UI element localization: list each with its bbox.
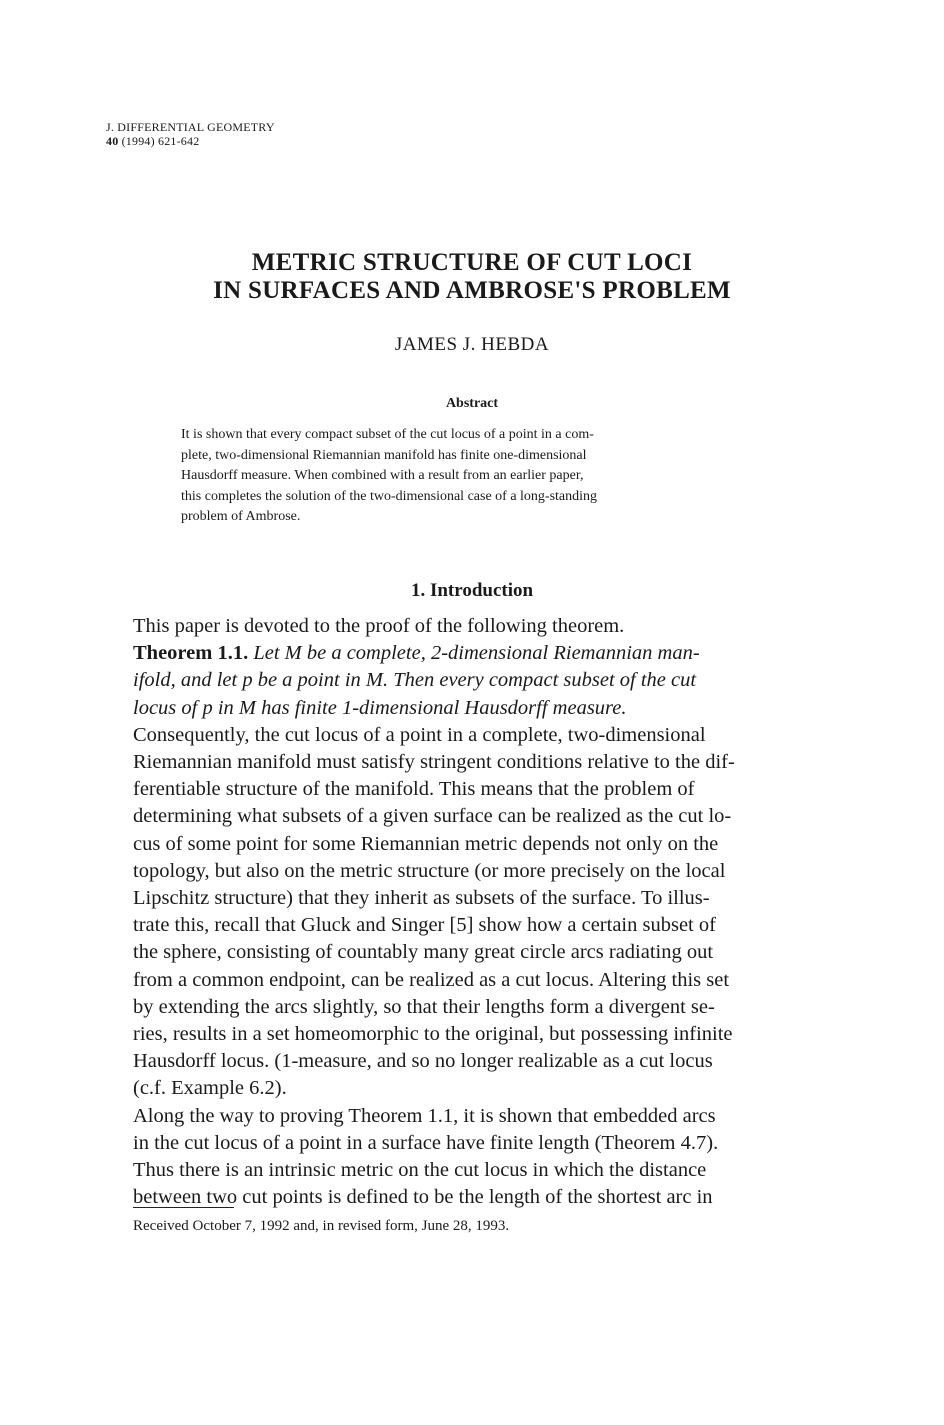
paragraph-1-line: Lipschitz structure) that they inherit as subsets of the surface. To illus- — [133, 887, 710, 910]
paragraph-1-line: Consequently, the cut locus of a point in a complete, two-dimensional — [133, 723, 706, 746]
paragraph-1-line: from a common endpoint, can be realized as a cut locus. Altering this set — [133, 968, 730, 991]
abstract-line: It is shown that every compact subset of the cut locus of a point in a com- — [181, 427, 594, 442]
abstract-line: Hausdorff measure. When combined with a result from an earlier paper, — [181, 468, 584, 483]
abstract-line: this completes the solution of the two-dimensional case of a long-standing — [181, 488, 598, 504]
paragraph-2-line: Thus there is an intrinsic metric on the cut locus in which the distance — [133, 1159, 707, 1182]
paper-title — [0, 249, 944, 305]
theorem-text: locus of p in M has finite 1-dimensional Hausdorff measure. — [133, 696, 627, 719]
paragraph-1-line: by extending the arcs slightly, so that their lengths form a divergent se- — [133, 995, 715, 1018]
abstract-body — [181, 425, 741, 528]
theorem-text: Let M be a complete, 2-dimensional Riemannian man- — [253, 642, 700, 665]
theorem-line-1 — [133, 640, 805, 667]
paragraph-2-line: Along the way to proving Theorem 1.1, it is shown that embedded arcs — [133, 1104, 716, 1127]
abstract-heading: Abstract — [445, 396, 499, 411]
paragraph-1-line: topology, but also on the metric structure (or more precisely on the local — [133, 859, 726, 882]
paragraph-1-line: trate this, recall that Gluck and Singer [5] show how a certain subset of — [133, 914, 716, 937]
abstract-line: problem of Ambrose. — [181, 509, 301, 524]
journal-name: J. DIFFERENTIAL GEOMETRY — [106, 120, 275, 134]
abstract-line: plete, two-dimensional Riemannian manifold has finite one-dimensional — [181, 447, 587, 463]
theorem-text: ifold, and let p be a point in M. Then every compact subset of the cut — [133, 669, 697, 692]
paragraph-2-line: in the cut locus of a point in a surface have finite length (Theorem 4.7). — [133, 1131, 719, 1154]
paragraph-1-line: Riemannian manifold must satisfy stringent conditions relative to the dif- — [133, 751, 735, 774]
paragraph-1-line: cus of some point for some Riemannian metric depends not only on the — [133, 832, 719, 855]
title-line-1: METRIC STRUCTURE OF CUT LOCI — [251, 249, 693, 276]
title-line-2: IN SURFACES AND AMBROSE'S PROBLEM — [213, 277, 731, 304]
journal-volume-line — [106, 134, 275, 148]
theorem-label: Theorem 1.1. — [133, 642, 249, 665]
paragraph-1-line: ferentiable structure of the manifold. This means that the problem of — [133, 778, 695, 801]
body-text — [133, 613, 805, 1211]
section-heading: 1. Introduction — [410, 580, 534, 601]
paragraph-2-line: between two cut points is defined to be the length of the shortest arc in — [133, 1186, 713, 1209]
footnote-rule — [133, 1207, 234, 1208]
author-name: JAMES J. HEBDA — [394, 334, 550, 355]
intro-line: This paper is devoted to the proof of the following theorem. — [133, 615, 625, 637]
paragraph-1-line: ries, results in a set homeomorphic to the original, but possessing infinite — [133, 1023, 733, 1046]
paragraph-1-line: Hausdorff locus. (1-measure, and so no longer realizable as a cut locus — [133, 1050, 713, 1073]
footnote: Received October 7, 1992 and, in revised form, June 28, 1993. — [133, 1218, 510, 1234]
journal-year-pages: (1994) 621-642 — [121, 134, 200, 148]
journal-citation — [106, 120, 275, 148]
paragraph-1-line: determining what subsets of a given surface can be realized as the cut lo- — [133, 805, 732, 828]
paragraph-1-line: the sphere, consisting of countably many great circle arcs radiating out — [133, 941, 714, 964]
paragraph-1-line: (c.f. Example 6.2). — [133, 1077, 287, 1100]
journal-volume: 40 — [106, 134, 119, 148]
